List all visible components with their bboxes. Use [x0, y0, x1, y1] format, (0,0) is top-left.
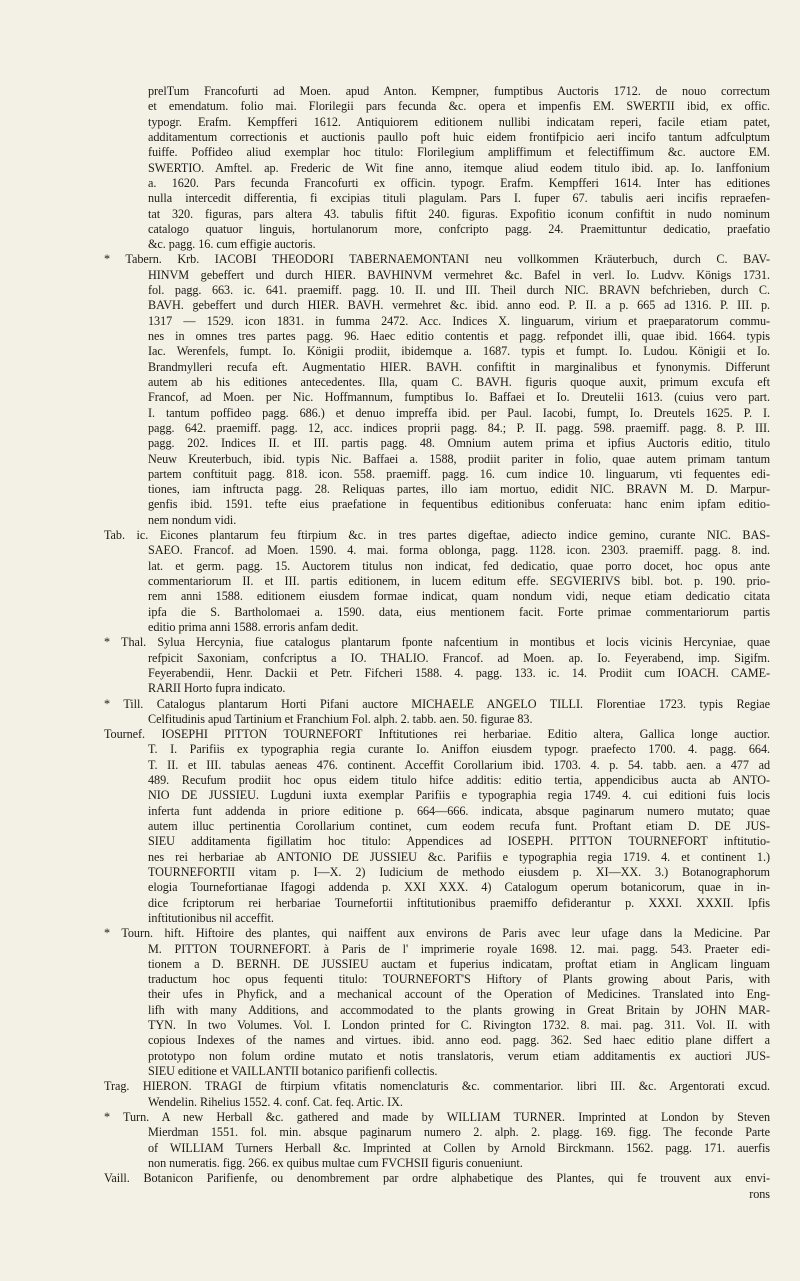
text-line: nem nondum vidi.: [148, 512, 237, 527]
text-line: SIEU additamenta figillatim hoc titulo: Appendices ad IOSEPH. PITTON TOURNEFORT inftitutio-: [148, 834, 770, 849]
text-line: inferta funt addenda in priore editione p. 664—666. indicata, absque paginarum numero mutato; quae: [148, 803, 770, 818]
text-line: Mierdman 1551. fol. min. absque paginarum numero 2. alph. 2. plagg. 169. figg. The feconde Parte: [148, 1125, 770, 1140]
text-line: et emendatum. folio mai. Florilegii pars fecunda &c. opera et impenfis EM. SWERTII ibid, ex offic.: [148, 99, 770, 114]
text-line: pagg. 202. Indices II. et III. partis pagg. 48. Omnium autem prima et ipfius Auctoris editio, titulo: [148, 436, 770, 451]
text-line: of WILLIAM Turners Herball &c. Imprinted at Collen by Arnold Birckmann. 1562. pagg. 171. auerfis: [148, 1140, 770, 1155]
text-line: fuiffe. Poffideo aliud exemplar hoc titulo: Florilegium ampliffimum et felectiffimum &c. auctore EM.: [148, 145, 770, 160]
text-line: rons: [749, 1186, 770, 1201]
text-line: SWERTIO. Amftel. ap. Frederic de Wit fine anno, itemque aliud eodem titulo ibid. ap. Io. Ianffonium: [148, 160, 770, 175]
text-line: typogr. Erafm. Kempfferi 1612. Antiquiorem editionem nullibi indicatam reperi, facile etiam patet,: [148, 114, 770, 129]
text-line: Vaill. Botanicon Parifienfe, ou denombrement par ordre alphabetique des Plantes, qui fe trouvent aux envi-: [104, 1171, 770, 1186]
text-line: prototypo non folum ordine mutato et notis translatoris, verum etiam additamentis ex auctiori JUS-: [148, 1048, 770, 1063]
text-line: refpicit Saxoniam, confcriptus a IO. THALIO. Francof. ad Moen. ap. Io. Feyerabend, imp. Sigifm.: [148, 650, 770, 665]
text-line: * Thal. Sylua Hercynia, fiue catalogus plantarum fponte nafcentium in montibus et locis vicinis Hercyniae, quae: [104, 635, 770, 650]
text-line: SAEO. Francof. ad Moen. 1590. 4. mai. forma oblonga, pagg. 1128. icon. 2303. praemiff. pagg. 8. ind.: [148, 543, 770, 558]
text-line: Tab. ic. Eicones plantarum feu ftirpium &c. in tres partes digeftae, adiecto indice gemino, curante NIC. BAS-: [104, 528, 770, 543]
text-line: partem conftituit pagg. 818. icon. 558. praemiff. pagg. 16. cum indice 10. linguarum, vti fequentes edi-: [148, 466, 770, 481]
text-line: non numeratis. figg. 266. ex quibus multae cum FVCHSII figuris conueniunt.: [148, 1155, 523, 1170]
text-line: editio prima anni 1588. erroris anfam dedit.: [148, 619, 359, 634]
text-line: rem anni 1588. editionem eiusdem formae indicat, quam nondum vidi, neque etiam dedicatio citata: [148, 589, 770, 604]
text-line: commentariorum II. et III. partis editionem, in lucem editum effe. SEGVIERIVS bibl. bot. p. 190. prio-: [148, 574, 770, 588]
text-line: elogia Tournefortianae Ifagogi addenda p. XXI XXX. 4) Catalogum operum botanicorum, quae in in-: [148, 880, 770, 895]
text-line: lifh with many Additions, and accommodated to the plants growing in Great Britain by JOHN MAR-: [148, 1002, 770, 1017]
text-line: prelTum Francofurti ad Moen. apud Anton. Kempner, fumptibus Auctoris 1712. de nouo correctum: [148, 84, 770, 98]
text-line: pagg. 642. praemiff. pagg. 12, acc. indices proprii pagg. 84.; P. II. pagg. 598. praemiff. pagg. 8. P. III.: [148, 420, 770, 435]
text-line: M. PITTON TOURNEFORT. à Paris de l' imprimerie royale 1698. 12. mai. pagg. 543. Praeter edi-: [148, 941, 770, 956]
text-line: T. II. et III. tabulas aeneas 476. continent. Acceffit Corollarium ibid. 1703. 4. p. 54. tabb. aen. a 477 ad: [148, 757, 770, 772]
text-line: T. I. Parifiis ex typographia regia curante Io. Aniffon eiusdem typogr. praefecto 1700. 4. pagg. 664.: [148, 742, 770, 757]
text-line: Neuw Kreuterbuch, ibid. typis Nic. Baffaei a. 1588, prodiit pariter in folio, quae autem primam tantum: [148, 451, 770, 466]
text-line: Celfitudinis apud Tartinium et Franchium Fol. alph. 2. tabb. aen. 50. figurae 83.: [148, 711, 533, 726]
text-line: Trag. HIERON. TRAGI de ftirpium vfitatis nomenclaturis &c. commentarior. libri III. &c. Argentorati excud.: [104, 1079, 770, 1094]
text-line: nes in omnes tres partes pagg. 96. Haec editio contentis et pagg. refpondet illi, quae ibid. 1664. typis: [148, 329, 770, 343]
text-line: copious Indexes of the names and virtues. ibid. anno eod. pagg. 362. Sed haec editio plane differt a: [148, 1033, 770, 1048]
text-line: I. tantum poffideo pagg. 686.) et denuo impreffa ibid. per Paul. Iacobi, fumpt, Io. Dreutels 1625. P. I.: [148, 405, 770, 420]
text-line: TYN. In two Volumes. Vol. I. London printed for C. Rivington 1732. 8. mai. pag. 311. Vol. II. with: [148, 1018, 770, 1033]
text-line: TOURNEFORTII vitam p. I—X. 2) Iudicium de methodo eiusdem p. XI—XX. 3.) Botanographorum: [148, 864, 770, 879]
text-line: lat. et germ. pagg. 15. Auctorem titulus non indicat, fed dedicatio, quae porro docet, hoc opus ante: [148, 558, 770, 573]
text-line: Tournef. IOSEPHI PITTON TOURNEFORT Inftitutiones rei herbariae. Editio altera, Gallica longe auctior.: [104, 727, 770, 742]
text-line: a. 1620. Pars fecunda Francofurti ex officin. typogr. Erafm. Kempfferi 1614. Inter has editiones: [148, 175, 770, 190]
text-line: * Tourn. hift. Hiftoire des plantes, qui naiffent aux environs de Paris avec leur ufage dans la Medicine. Par: [104, 926, 770, 941]
text-line: &c. pagg. 16. cum effigie auctoris.: [148, 237, 316, 252]
text-line: tiones, iam inftructa pagg. 28. Reliquas partes, illo iam mortuo, edidit NIC. BRAVN M. D. Marpur-: [148, 482, 770, 497]
text-line: Wendelin. Rihelius 1552. 4. conf. Cat. feq. Artic. IX.: [148, 1094, 403, 1109]
text-line: BAVH. gebeffert und durch HIER. BAVH. vermehret &c. ibid. anno eod. P. II. a p. 665 ad 1316. P. III. p.: [148, 298, 770, 313]
text-line: catalogo quatuor linguis, hortulanorum more, confcripto pagg. 24. Praemittuntur dedicatio, praefatio: [148, 221, 770, 236]
text-line: autem ab his editiones antecedentes. Illa, quam C. BAVH. figuris quoque auxit, primum excufa eft: [148, 374, 770, 389]
text-line: RARII Horto fupra indicato.: [148, 681, 286, 696]
text-line: NIO DE JUSSIEU. Lugduni iuxta exemplar Parifiis e typographia regia 1749. 4. cui editioni fuis locis: [148, 788, 770, 803]
text-line: * Turn. A new Herball &c. gathered and made by WILLIAM TURNER. Imprinted at London by Steven: [104, 1109, 770, 1124]
text-line: nes rei herbariae ab ANTONIO DE JUSSIEU &c. Parifiis e typographia regia 1719. 4. et continent 1.): [148, 849, 770, 864]
text-line: autem illuc pertinentia Corollarium continet, cum eodem recufa funt. Proftant etiam D. DE JUS-: [148, 819, 770, 833]
text-line: ipfa die S. Bartholomaei a. 1590. data, eius mentionem facit. Forte primae commentariorum partis: [148, 604, 770, 619]
text-line: fol. pagg. 663. ic. 641. praemiff. pagg. 10. II. und III. Theil durch NIC. BRAVN befchrieben, durch C.: [148, 283, 770, 298]
text-line: dice fcriptorum rei herbariae Tournefortii inftitutionibus praemiffo defiderantur p. XXXI. XXXII. Ipfis: [148, 895, 770, 910]
text-line: SIEU editione et VAILLANTII botanico parifienfi collectis.: [148, 1064, 438, 1078]
text-line: * Tabern. Krb. IACOBI THEODORI TABERNAEMONTANI neu vollkommen Kräuterbuch, durch C. BAV-: [104, 252, 770, 267]
text-line: tat 320. figuras, pars altera 43. tabulis fiftit 240. figuras. Expofitio iconum confiftit in nudo nominum: [148, 206, 770, 221]
text-line: Francof, ad Moen. per Nic. Hoffmannum, fumptibus Io. Baffaei et Io. Dreutelii 1613. (cuius vero part.: [148, 390, 770, 405]
text-line: traductum hoc opus fequenti titulo: TOURNEFORT'S Hiftory of Plants growing about Paris, with: [148, 972, 770, 987]
text-line: inftitutionibus nil acceffit.: [148, 910, 274, 925]
text-line: * Till. Catalogus plantarum Horti Pifani auctore MICHAELE ANGELO TILLI. Florentiae 1723. typis Regiae: [104, 696, 770, 711]
text-line: 1317 — 1529. icon 1831. in fumma 2472. Acc. Indices X. linguarum, virium et praeparatorum commu-: [148, 313, 770, 328]
text-line: tionem a D. BERNH. DE JUSSIEU auctam et fuperius indicatam, proftat etiam in Anglicam linguam: [148, 956, 770, 971]
text-line: genfis ibid. 1591. tefte eius praefatione in fequentibus editionibus conferuata: hanc enim ipfam editio-: [148, 497, 770, 512]
text-line: Feyerabendii, Henr. Dackii et Petr. Fifcheri 1588. 4. pagg. 133. ic. 14. Prodiit cum IOACH. CAME-: [148, 665, 770, 680]
text-line: their ufes in Phyfick, and a mechanical account of the Operation of Medicines. Translated into Eng-: [148, 987, 770, 1002]
text-line: HINVM gebeffert und durch HIER. BAVHINVM vermehret &c. Bafel in verl. Io. Ludvv. Königs 1731.: [148, 267, 770, 282]
text-line: nulla intercedit differentia, fi excipias tituli plagulam. Pars I. fuper 67. tabulis aeri incifis repraefen-: [148, 191, 770, 206]
text-line: 489. Recufum prodiit hoc opus eidem titulo hifce additis: editio tertia, appendicibus aucta ab ANTO-: [148, 773, 770, 788]
text-line: additamentum correctionis et auctionis paullo poft huic eidem frontifpicio aeri incifo tantum adfculptum: [148, 129, 770, 144]
text-line: Brandmylleri recufa eft. Augmentatio HIER. BAVH. confiftit in marginalibus et fynonymis. Differunt: [148, 359, 770, 374]
text-line: Iac. Werenfels, fumpt. Io. Königii prodiit, ibidemque a. 1687. typis et fumpt. Io. Ludou. Königii et Io.: [148, 344, 770, 359]
